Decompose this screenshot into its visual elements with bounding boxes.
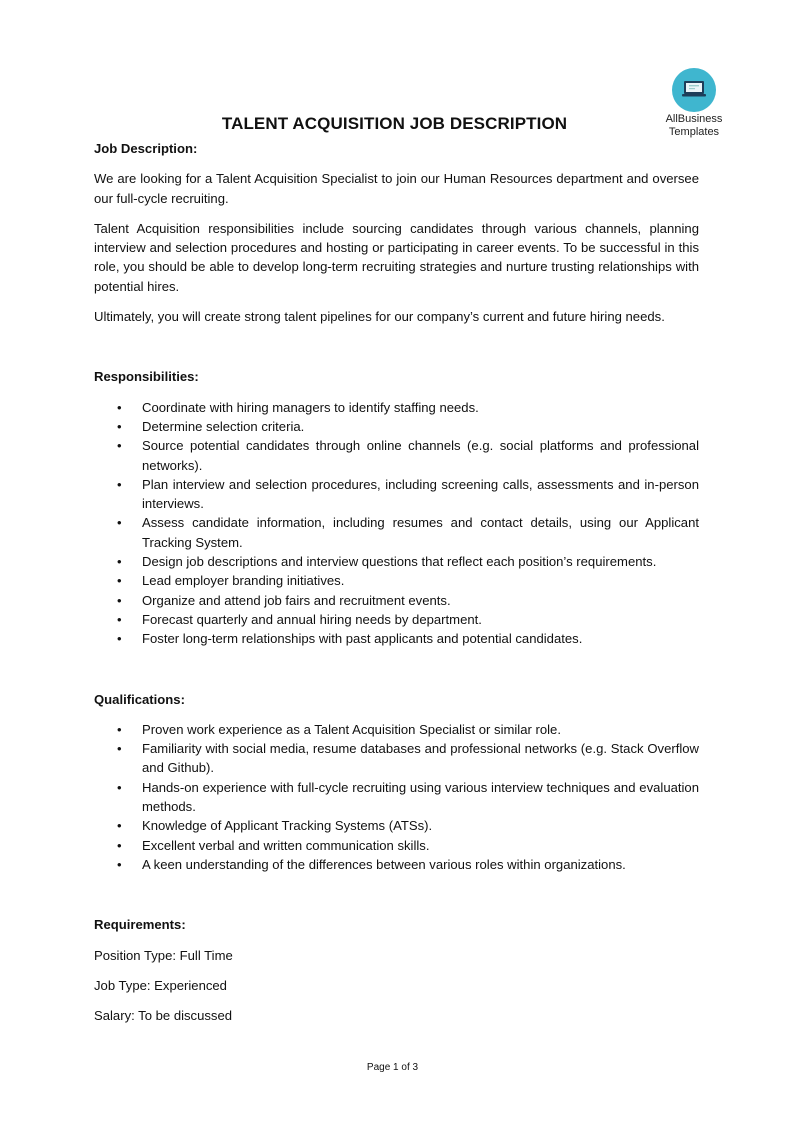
list-item xyxy=(94,739,699,778)
list-item-text: Plan interview and selection procedures, including screening calls, assessments and in-person interviews. xyxy=(142,476,699,512)
requirements-heading: Requirements: xyxy=(94,917,186,933)
qualifications-heading: Qualifications: xyxy=(94,691,185,707)
page-title: TALENT ACQUISITION JOB DESCRIPTION xyxy=(221,114,568,133)
qualifications-section xyxy=(94,690,699,875)
bullet-icon: • xyxy=(117,818,122,834)
list-item xyxy=(94,417,699,436)
list-item-text: Familiarity with social media, resume databases and professional networks (e.g. Stack Overflow and Github). xyxy=(142,741,699,776)
list-item xyxy=(94,720,699,739)
bullet-icon: • xyxy=(117,438,122,454)
document-body xyxy=(94,139,699,1025)
bullet-icon: • xyxy=(117,554,122,570)
bullet-icon: • xyxy=(117,573,122,589)
responsibilities-section xyxy=(94,367,699,648)
list-item-text: A keen understanding of the differences between various roles within organizations. xyxy=(142,856,626,872)
bullet-icon: • xyxy=(117,856,122,872)
bullet-icon: • xyxy=(117,399,122,415)
responsibilities-list xyxy=(94,398,699,649)
paragraph: Talent Acquisition responsibilities include sourcing candidates through various channels, planning interview and selection procedures and hosting or participating in career events. To be successful in this role, you should be able to develop long-term recruiting strategies and nurture trusting relationships with potential hires. xyxy=(94,220,699,294)
list-item-text: Determine selection criteria. xyxy=(142,418,305,434)
bullet-icon: • xyxy=(117,592,122,608)
list-item-text: Coordinate with hiring managers to identify staffing needs. xyxy=(142,399,479,415)
list-item-text: Lead employer branding initiatives. xyxy=(142,573,345,589)
requirements-section xyxy=(94,915,699,1025)
bullet-icon: • xyxy=(117,741,122,757)
list-item-text: Source potential candidates through online channels (e.g. social platforms and professional networks). xyxy=(142,438,699,473)
logo-text-line1: AllBusiness xyxy=(665,113,723,125)
page-number: Page 1 of 3 xyxy=(366,1062,419,1073)
list-item-text: Excellent verbal and written communication skills. xyxy=(142,837,430,853)
list-item xyxy=(94,398,699,417)
list-item xyxy=(94,836,699,855)
list-item xyxy=(94,591,699,610)
bullet-icon: • xyxy=(117,631,122,647)
laptop-icon xyxy=(672,68,716,112)
list-item xyxy=(94,816,699,835)
list-item xyxy=(94,552,699,571)
salary: Salary: To be discussed xyxy=(94,1008,233,1024)
position-type: Position Type: Full Time xyxy=(94,947,233,963)
list-item-text: Foster long-term relationships with past applicants and potential candidates. xyxy=(142,631,583,647)
list-item-text: Organize and attend job fairs and recruitment events. xyxy=(142,592,451,608)
list-item-text: Forecast quarterly and annual hiring needs by department. xyxy=(142,611,482,627)
list-item-text: Proven work experience as a Talent Acquisition Specialist or similar role. xyxy=(142,721,561,737)
qualifications-list xyxy=(94,720,699,874)
bullet-icon: • xyxy=(117,779,122,795)
logo-text-line2: Templates xyxy=(668,126,720,138)
list-item xyxy=(94,629,699,648)
job-description-heading: Job Description: xyxy=(94,141,198,156)
job-description-section xyxy=(94,139,699,326)
list-item xyxy=(94,610,699,629)
list-item xyxy=(94,778,699,817)
list-item-text: Design job descriptions and interview questions that reflect each position’s requirements. xyxy=(142,554,657,570)
bullet-icon: • xyxy=(117,515,122,531)
paragraph: We are looking for a Talent Acquisition Specialist to join our Human Resources department and oversee our full-cycle recruiting. xyxy=(94,171,699,206)
list-item-text: Assess candidate information, including resumes and contact details, using our Applicant Tracking System. xyxy=(142,515,699,550)
job-type: Job Type: Experienced xyxy=(94,977,227,993)
list-item xyxy=(94,571,699,590)
list-item-text: Knowledge of Applicant Tracking Systems (ATSs). xyxy=(142,818,433,834)
bullet-icon: • xyxy=(117,611,122,627)
bullet-icon: • xyxy=(117,418,122,434)
bullet-icon: • xyxy=(117,476,122,492)
list-item xyxy=(94,436,699,475)
list-item-text: Hands-on experience with full-cycle recruiting using various interview techniques and evaluation methods. xyxy=(142,779,699,815)
bullet-icon: • xyxy=(117,721,122,737)
bullet-icon: • xyxy=(117,837,122,853)
list-item xyxy=(94,513,699,552)
paragraph: Ultimately, you will create strong talent pipelines for our company’s current and future hiring needs. xyxy=(94,309,665,325)
list-item xyxy=(94,475,699,514)
responsibilities-heading: Responsibilities: xyxy=(94,369,199,385)
list-item xyxy=(94,855,699,874)
